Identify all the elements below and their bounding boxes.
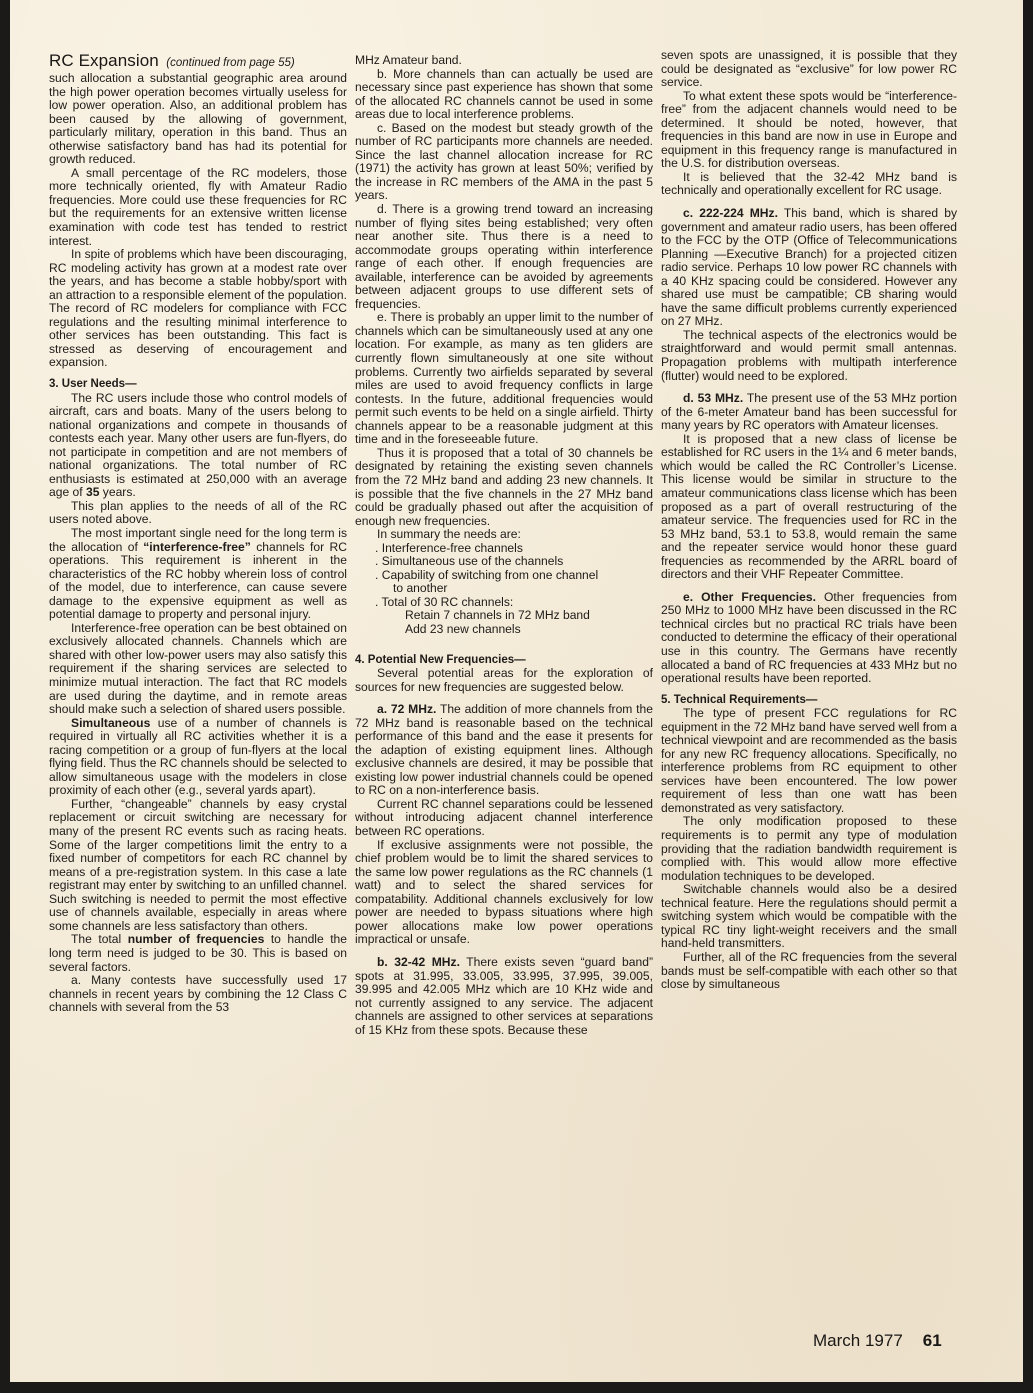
paragraph: [355, 956, 653, 1037]
bold-text: b. 32-42 MHz.: [377, 954, 460, 969]
page-number: 61: [922, 1331, 942, 1350]
bold-text: “interference-free”: [143, 539, 251, 554]
needs-summary-list: [355, 542, 653, 637]
column-1: [49, 52, 347, 1015]
paragraph: Further, all of the RC frequencies from the several bands must be self-compatible with each other so that close by simultaneous: [661, 949, 957, 992]
list-item: . Simultaneous use of the channels: [375, 554, 564, 569]
section-heading-technical-requirements: 5. Technical Requirements—: [661, 693, 818, 706]
paragraph: Several potential areas for the exploration of sources for new frequencies are suggested below.: [355, 666, 653, 694]
text: The RC users include those who control models of aircraft, cars and boats. Many of the users belong to national organizations and compete in thousands of contests each year. Many other users are fun-flyers, do not participate in competition and are not members of national organizations. The total number of RC enthusiasts is estimated at 250,000 with an average age of: [49, 390, 347, 500]
paragraph: [49, 933, 347, 974]
section-heading-potential-new-frequencies: 4. Potential New Frequencies—: [355, 653, 526, 666]
paragraph: [49, 717, 347, 798]
bold-text: c. 222-224 MHz.: [683, 206, 778, 221]
text: The present use of the 53 MHz portion of the 6-meter Amateur band has been successful for many years by RC operators with Amateur licenses.: [661, 391, 957, 433]
paragraph: [661, 392, 957, 433]
paragraph: This plan applies to the needs of all of the RC users noted above.: [49, 498, 347, 527]
bold-text: d. 53 MHz.: [683, 391, 744, 406]
text: channels for RC operations. This requirement is inherent in the characteristics of the RC hobby wherein loss of control of the model, due to interference, can cause severe damage to the expensive equipment as well as potential damage to property and personal injury.: [49, 539, 348, 622]
paragraph: It is proposed that a new class of license be established for RC users in the 1¼ and 6 meter bands, which would be called the RC Controller’s License. This license would be similar in structure to the amateur communications class license which has been proposed as a part of overall restructuring of the amateur service. The frequencies used for RC in the 53 MHz band, 53.1 to 53.8, would remain the same and the repeater service would honor these guard frequencies as recommended by the ARRL board of directors and their VHF Repeater Committee.: [661, 431, 957, 582]
text: This band, which is shared by government and amateur radio users, has been offered to the FCC by the OTP (Office of Telecommunications Planning —Executive Branch) for a projected citizen radio service. Perhaps 10 low power RC channels with a 40 KHz spacing could be considered. However any shared use must be campatible; CB sharing would have the same difficult problems currently experienced on 27 MHz.: [661, 206, 957, 329]
paragraph: Further, “changeable” channels by easy crystal replacement or circuit switching are necessary for many of the present RC events such as racing heats. Some of the larger competitions limit the entry to a fixed number of competitors for each RC channel by means of a pre-registration system. In this case a late registrant may enter by switching to an unfilled channel. Such switching is needed to permit the most effective use of channels available, especially in areas where some channels are less satisfactory than others.: [49, 796, 347, 933]
column-2: [355, 54, 653, 1037]
paragraph: Thus it is proposed that a total of 30 channels be designated by retaining the existing seven channels from the 72 MHz band and adding 23 new channels. It is possible that the five channels in the 27 MHz band could be gradually phased out after the acquisition of enough new frequencies.: [355, 445, 653, 528]
paragraph: The only modification proposed to these requirements is to permit any type of modulation providing that the radiation bandwidth requirement is complied with. This would allow more effective modulation techniques to be developed.: [661, 814, 957, 883]
list-item: . Capability of switching from one channel: [375, 567, 599, 582]
issue-date: March 1977: [813, 1331, 903, 1350]
paragraph: A small percentage of the RC modelers, those more technically oriented, fly with Amateur Radio frequencies. More could use these frequencies for RC but the requirements for an extensive written license examination with code test has tended to restrict interest.: [49, 165, 347, 248]
paragraph: Current RC channel separations could be lessened without introducing adjacent channel interference between RC operations.: [355, 796, 653, 839]
paragraph: It is believed that the 32-42 MHz band is technically and operationally excellent for RC usage.: [661, 169, 957, 198]
article-heading: [49, 52, 347, 72]
text: The total: [71, 932, 128, 947]
paragraph: such allocation a substantial geographic area around the high power operation becomes virtually useless for low power operation. Also, an additional problem has been caused by the allowing of government, particularly military, operation in this band. Thus an otherwise satisfactory band has had its potential for growth reduced.: [49, 71, 347, 167]
list-item: Add 23 new channels: [405, 621, 521, 636]
list-item: . Interference-free channels: [375, 540, 523, 555]
text: to handle the long term need is judged to be 30. This is based on several factors.: [49, 932, 348, 974]
paragraph: The technical aspects of the electronics would be straightforward and would permit small antennas. Propagation problems with multipath interference (flutter) would need to be explored.: [661, 327, 957, 383]
magazine-page: [10, 0, 1023, 1382]
continued-note: (continued from page 55): [166, 57, 295, 69]
page-footer: [813, 1331, 942, 1351]
bold-text: e. Other Frequencies.: [683, 589, 816, 604]
bold-text: a. 72 MHz.: [377, 702, 437, 717]
paragraph: [661, 591, 957, 686]
paragraph: seven spots are unassigned, it is possible that they could be designated as “exclusive” for low power RC service.: [661, 48, 957, 90]
paragraph: If exclusive assignments were not possible, the chief problem would be to limit the shared services to the same low power regulations as the RC channels (1 watt) and to select the shared services for compatability. Additional channels exclusively for low power are needed to bypass situations where high power allocations make low power operations impractical or unsafe.: [355, 837, 653, 947]
bold-text: 35: [85, 485, 100, 500]
paragraph: The type of present FCC regulations for RC equipment in the 72 MHz band have served well from a technical viewpoint and are recommended as the basis for any new RC frequency allocations. Specifically, no interference problems from RC equipment to other services have been encountered. The low power requirement of less than one watt has been demonstrated as very satisfactory.: [661, 706, 957, 815]
paragraph: b. More channels than can actually be used are necessary since past experience has shown that some of the allocated RC channels cannot be used in some areas due to local interference problems.: [355, 66, 653, 122]
paragraph: a. Many contests have successfully used 17 channels in recent years by combining the 12 Class C channels with several from the 53: [49, 973, 347, 1015]
paragraph: [49, 392, 347, 500]
paragraph: c. Based on the modest but steady growth of the number of RC participants more channels are needed. Since the last channel allocation increase for RC (1971) the activity has grown at least 50%; verified by the increase in RC members of the AMA in the past 5 years.: [355, 120, 653, 203]
bold-text: Simultaneous: [71, 715, 151, 730]
paragraph: Interference-free operation can be best obtained on exclusively allocated channels. Channels which are shared with other low-power users may also satisfy this requirement if the sharing services are selected to minimize mutual interaction. The fact that RC models are used during the daytime, and in remote areas should make such a selection of shared users possible.: [49, 620, 347, 717]
paragraph: In spite of problems which have been discouraging, RC modeling activity has grown at a modest rate over the years, and has become a stable hobby/sport with an attraction to a responsible element of the population. The record of RC modelers for compliance with FCC regulations and the resulting minimal interference to other services has been outstanding. This fact is stressed as deserving of encouragement and expansion.: [49, 247, 347, 370]
list-item: to another: [393, 581, 448, 596]
text: The addition of more channels from the 72 MHz band is reasonable based on the technical performance of this band and the ease it presents for the adaption of existing equipment lines. Although exclusive channels are desired, it may be possible that existing low power industrial channels could be opened to RC on a non-interference basis.: [355, 702, 653, 798]
paragraph: [661, 207, 957, 329]
paragraph: [355, 703, 653, 798]
text: use of a number of channels is required in virtually all RC activities whether it is a racing competition or a group of fun-flyers at the local flying field. Thus the RC channels should be selected to allow simultaneous usage with the modelers in close proximity of each other (e.g., several yards apart).: [49, 715, 347, 798]
section-heading-user-needs: 3. User Needs—: [49, 378, 137, 391]
list-item: Retain 7 channels in 72 MHz band: [405, 608, 590, 623]
paragraph: To what extent these spots would be “interference-free” from the adjacent channels would need to be determined. It should be noted, however, that frequencies in this band are now in use in Europe and equipment in this frequency range is manufactured in the U.S. for distribution overseas.: [661, 88, 957, 171]
text: There exists seven “guard band” spots at 31.995, 33.005, 33.995, 37.995, 39.005, 39.995 and 42.005 MHz which are 10 KHz wide and not currently assigned to any service. The adjacent channels are assigned to other services at separations of 15 KHz from these spots. Because these: [355, 954, 653, 1037]
paragraph: [49, 527, 347, 622]
text: years.: [99, 485, 136, 500]
column-3: [661, 49, 957, 992]
article-title: RC Expansion: [49, 51, 159, 70]
paragraph: e. There is probably an upper limit to the number of channels which can be simultaneously used at any one location. For example, as many as ten gliders are currently flown simultaneously at one site without problems. Currently two airfields separated by several miles are used to avoid frequency conflicts in large contests. In the future, additional frequencies would permit such events to be held on a single airfield. Thirty channels appear to be a reasonable judgment at this time and in the foreseeable future.: [355, 310, 653, 447]
paragraph: Switchable channels would also be a desired technical feature. Here the regulations should permit a switching system which would be compatible with the typical RC tiny light-weight receivers and the small hand-held transmitters.: [661, 882, 957, 951]
paragraph: d. There is a growing trend toward an increasing number of flying sites being established; very often near another site. Thus there is a need to accommodate groups operating within interference range of each other. If enough frequencies are available, interference can be avoided by agreements between adjacent groups to use different sets of frequencies.: [355, 202, 653, 311]
summary-intro: In summary the needs are:: [377, 527, 521, 542]
text: Other frequencies from 250 MHz to 1000 MHz have been discussed in the RC technical circles but no practical RC trials have been conducted to determine the efficacy of their operational use in this country. The Germans have recently allocated a band of RC frequencies at 433 MHz but no operational results have been reported.: [661, 589, 957, 686]
list-item: . Total of 30 RC channels:: [375, 594, 514, 609]
bold-text: number of frequencies: [127, 932, 265, 947]
text: The most important single need for the long term is the allocation of: [49, 526, 347, 554]
paragraph: MHz Amateur band.: [355, 53, 462, 67]
spacer: [355, 637, 653, 646]
